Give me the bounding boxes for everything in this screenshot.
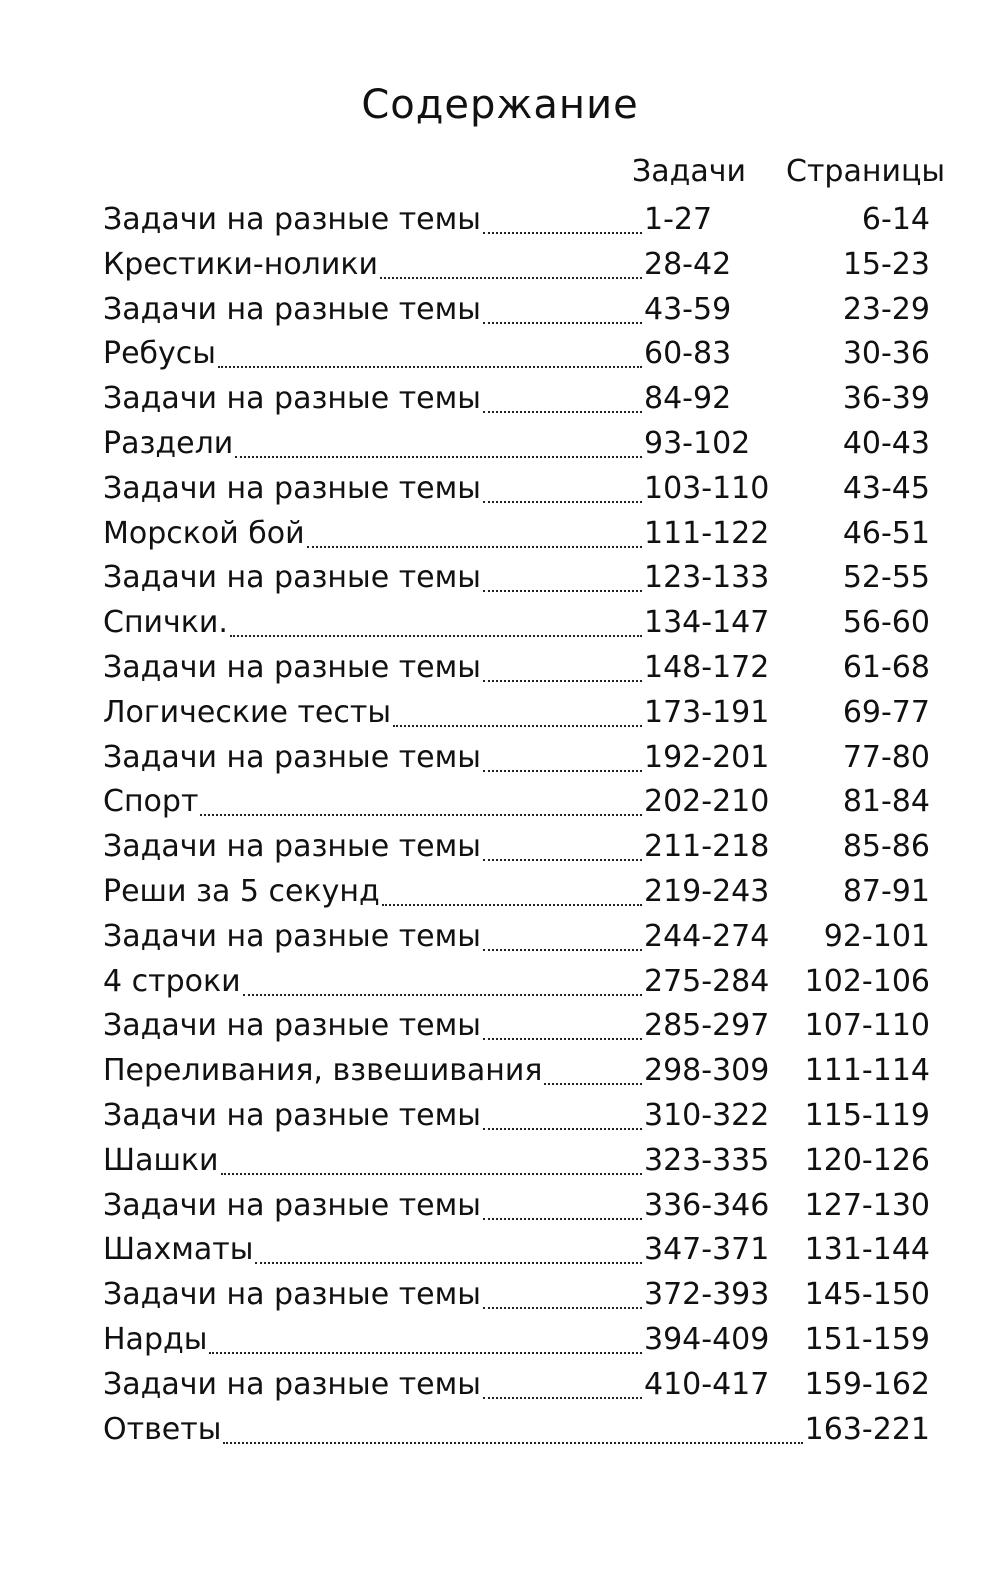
toc-entry-tasks: 93-102 (644, 425, 751, 461)
toc-row (0, 332, 1000, 377)
toc-entry-tasks: 394-409 (644, 1321, 770, 1357)
toc-row (0, 556, 1000, 601)
dot-leader (483, 1395, 642, 1399)
dot-leader (483, 1305, 642, 1309)
toc-entry-pages: 52-55 (842, 560, 930, 596)
toc-entry-title: Задачи на разные темы (103, 1187, 481, 1223)
toc-entry-pages: 111-114 (804, 1053, 930, 1089)
toc-row (0, 825, 1000, 870)
toc-entry-pages: 102-106 (804, 963, 930, 999)
dot-leader (483, 499, 642, 503)
column-header-pages: Страницы (786, 154, 946, 189)
toc-entry-title: Задачи на разные темы (103, 1366, 481, 1402)
toc-entry-tasks: 123-133 (644, 560, 770, 596)
toc-entry-tasks: 410-417 (644, 1366, 770, 1402)
toc-entry-title: Задачи на разные темы (103, 202, 481, 237)
toc-entry-tasks: 134-147 (644, 605, 770, 641)
toc-entry-pages: 6-14 (861, 202, 930, 237)
toc-entry-title: Переливания, взвешивания (103, 1053, 543, 1089)
toc-row (0, 780, 1000, 825)
toc-entry-title: Задачи на разные темы (103, 739, 481, 775)
toc-entry-tasks: 148-172 (644, 649, 770, 685)
toc-entry-tasks: 84-92 (644, 381, 732, 417)
dot-leader (483, 320, 642, 324)
toc-entry-title: Крестики-нолики (103, 246, 378, 282)
toc-row (0, 1363, 1000, 1408)
toc-row (0, 1273, 1000, 1318)
toc-row (0, 1184, 1000, 1229)
toc-entry-title: Нарды (103, 1321, 208, 1357)
dot-leader (483, 230, 642, 234)
toc-entry-pages: 131-144 (804, 1232, 930, 1268)
toc-entry-title: Реши за 5 секунд (103, 873, 380, 909)
dot-leader (221, 1171, 642, 1175)
toc-entry-tasks: 211-218 (644, 829, 770, 865)
dot-leader (223, 1440, 802, 1444)
toc-row (0, 377, 1000, 422)
toc-entry-title: Спички. (103, 605, 228, 641)
toc-entry-pages: 107-110 (804, 1008, 930, 1044)
toc-entry-pages: 85-86 (842, 829, 930, 865)
column-header-tasks: Задачи (632, 154, 746, 189)
dot-leader (483, 1216, 642, 1220)
dot-leader (307, 544, 642, 548)
toc-row (0, 243, 1000, 288)
toc-entry-title: Морской бой (103, 515, 305, 551)
toc-entry-pages: 46-51 (842, 515, 930, 551)
toc-entry-tasks: 1-27 (644, 202, 713, 237)
dot-leader (483, 1126, 642, 1130)
toc-row (0, 1049, 1000, 1094)
toc-entry-title: Раздели (103, 425, 234, 461)
toc-entry-pages: 151-159 (804, 1321, 930, 1357)
toc-entry-title: Спорт (103, 784, 199, 820)
toc-row (0, 1094, 1000, 1139)
toc-entry-pages: 92-101 (823, 918, 930, 954)
dot-leader (483, 678, 642, 682)
dot-leader (255, 1260, 642, 1264)
dot-leader (544, 1081, 642, 1085)
toc-entry-title: Задачи на разные темы (103, 1008, 481, 1044)
toc-entry-tasks: 111-122 (644, 515, 770, 551)
toc-entry-tasks: 298-309 (644, 1053, 770, 1089)
dot-leader (483, 947, 642, 951)
toc-entry-tasks: 275-284 (644, 963, 770, 999)
toc-entry-pages: 69-77 (842, 694, 930, 730)
toc-entry-pages: 56-60 (842, 605, 930, 641)
toc-entry-tasks: 372-393 (644, 1277, 770, 1313)
toc-entry-pages: 115-119 (804, 1097, 930, 1133)
dot-leader (218, 364, 642, 368)
toc-row (0, 601, 1000, 646)
toc-row (0, 870, 1000, 915)
dot-leader (209, 1350, 642, 1354)
toc-entry-title: Задачи на разные темы (103, 829, 481, 865)
toc-entry-pages: 36-39 (842, 381, 930, 417)
toc-entry-tasks: 43-59 (644, 291, 732, 327)
toc-row (0, 736, 1000, 781)
toc-entry-tasks: 347-371 (644, 1232, 770, 1268)
dot-leader (235, 454, 642, 458)
dot-leader (200, 812, 642, 816)
toc-entry-title: Ребусы (103, 336, 216, 372)
dot-leader (243, 992, 642, 996)
table-of-contents (0, 198, 1000, 1452)
toc-row (0, 915, 1000, 960)
toc-entry-tasks: 244-274 (644, 918, 770, 954)
toc-row (0, 288, 1000, 333)
toc-row (0, 691, 1000, 736)
toc-entry-pages: 127-130 (804, 1187, 930, 1223)
toc-entry-tasks: 192-201 (644, 739, 770, 775)
toc-entry-title: Задачи на разные темы (103, 649, 481, 685)
dot-leader (483, 588, 642, 592)
toc-entry-title: Задачи на разные темы (103, 291, 481, 327)
toc-row (0, 512, 1000, 557)
dot-leader (483, 857, 642, 861)
dot-leader (393, 723, 642, 727)
toc-entry-pages: 163-221 (804, 1411, 930, 1447)
toc-entry-title: Шашки (103, 1142, 219, 1178)
toc-entry-title: Задачи на разные темы (103, 560, 481, 596)
toc-row (0, 1318, 1000, 1363)
toc-entry-pages: 87-91 (842, 873, 930, 909)
toc-entry-tasks: 323-335 (644, 1142, 770, 1178)
toc-entry-pages: 30-36 (842, 336, 930, 372)
toc-entry-pages: 15-23 (842, 246, 930, 282)
toc-row-answers (0, 1408, 1000, 1453)
toc-entry-title: Задачи на разные темы (103, 1097, 481, 1133)
toc-row (0, 422, 1000, 467)
toc-entry-pages: 120-126 (804, 1142, 930, 1178)
toc-entry-tasks: 202-210 (644, 784, 770, 820)
toc-entry-title: Ответы (103, 1411, 222, 1447)
toc-entry-tasks: 103-110 (644, 470, 770, 506)
toc-entry-title: Логические тесты (103, 694, 392, 730)
dot-leader (483, 1036, 642, 1040)
toc-entry-tasks: 336-346 (644, 1187, 770, 1223)
toc-entry-pages: 145-150 (804, 1277, 930, 1313)
toc-entry-pages: 23-29 (842, 291, 930, 327)
toc-entry-title: Задачи на разные темы (103, 1277, 481, 1313)
toc-entry-title: Задачи на разные темы (103, 381, 481, 417)
toc-entry-tasks: 60-83 (644, 336, 732, 372)
dot-leader (230, 633, 642, 637)
toc-row (0, 1228, 1000, 1273)
toc-entry-pages: 61-68 (842, 649, 930, 685)
toc-row (0, 1139, 1000, 1184)
toc-entry-pages: 77-80 (842, 739, 930, 775)
toc-entry-tasks: 28-42 (644, 246, 732, 282)
toc-row (0, 646, 1000, 691)
toc-entry-pages: 159-162 (804, 1366, 930, 1402)
toc-entry-tasks: 310-322 (644, 1097, 770, 1133)
dot-leader (483, 409, 642, 413)
dot-leader (382, 902, 642, 906)
toc-entry-pages: 40-43 (842, 425, 930, 461)
page-title: Содержание (361, 82, 639, 128)
toc-row (0, 960, 1000, 1005)
toc-entry-title: Шахматы (103, 1232, 254, 1268)
toc-row (0, 1004, 1000, 1049)
toc-entry-title: 4 строки (103, 963, 241, 999)
toc-entry-tasks: 285-297 (644, 1008, 770, 1044)
toc-entry-pages: 81-84 (842, 784, 930, 820)
toc-row (0, 198, 1000, 243)
toc-entry-title: Задачи на разные темы (103, 918, 481, 954)
toc-row (0, 467, 1000, 512)
toc-entry-title: Задачи на разные темы (103, 470, 481, 506)
toc-entry-tasks: 173-191 (644, 694, 770, 730)
dot-leader (483, 768, 642, 772)
toc-entry-pages: 43-45 (842, 470, 930, 506)
dot-leader (380, 275, 642, 279)
toc-entry-tasks: 219-243 (644, 873, 770, 909)
